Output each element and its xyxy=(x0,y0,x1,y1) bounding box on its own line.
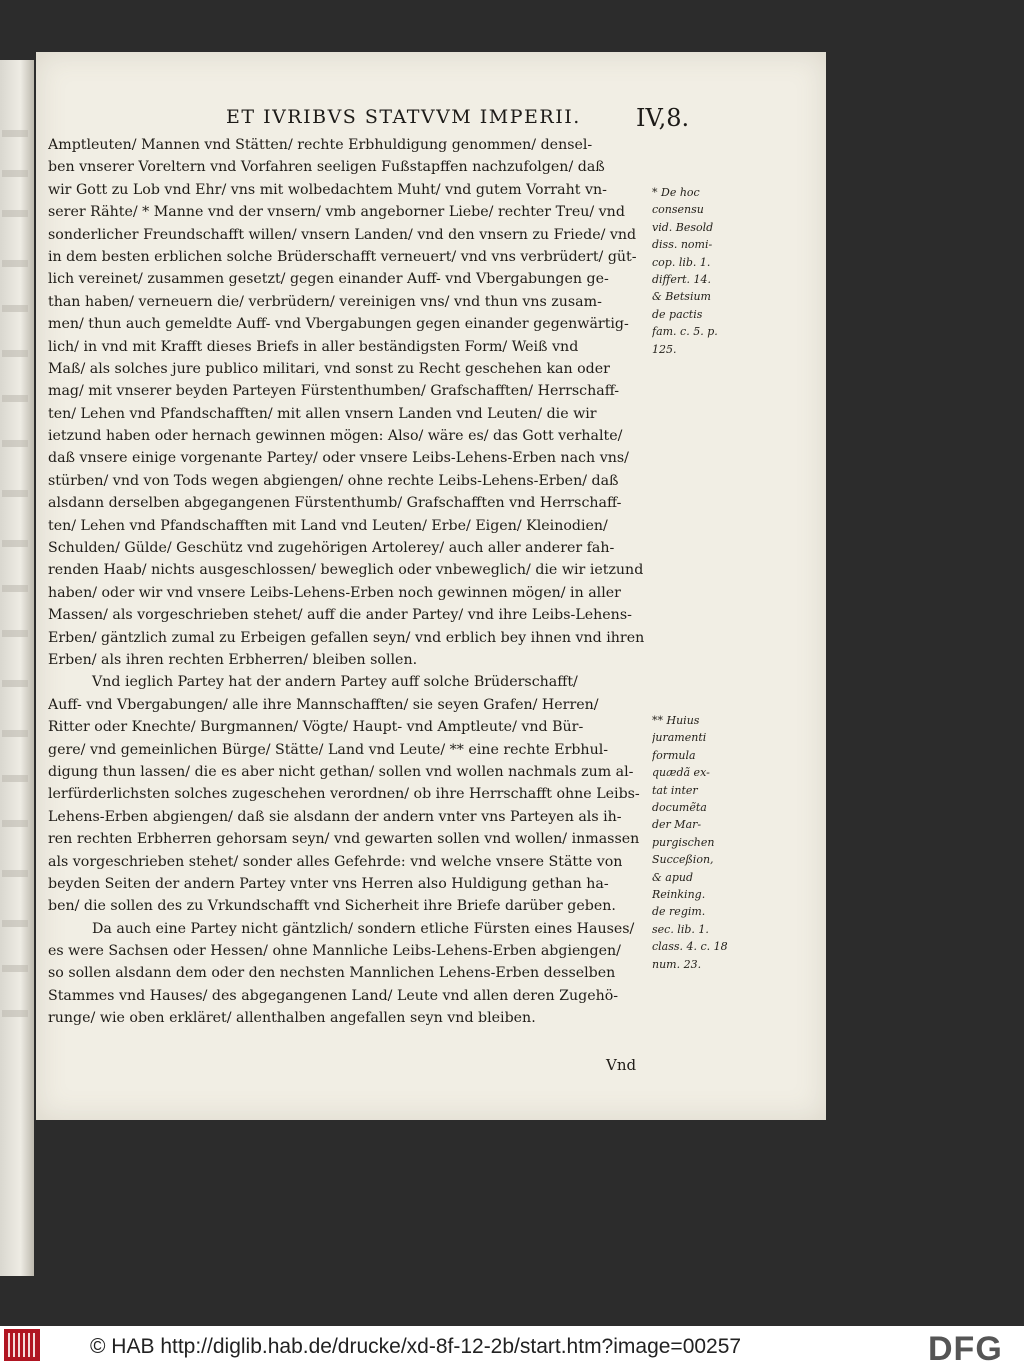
margin-note-line: class. 4. c. 18 xyxy=(652,940,728,954)
margin-note-line: 125. xyxy=(652,342,677,356)
margin-note-line: fam. c. 5. p. xyxy=(652,325,718,339)
text-line: Vnd ieglich Partey hat der andern Partey auff solche Brüderschafft/ xyxy=(92,674,578,691)
text-line: lich vereinet/ zusammen gesetzt/ gegen einander Auff- vnd Vbergabungen ge- xyxy=(48,271,609,288)
text-line: men/ thun auch gemeldte Auff- vnd Vbergabungen gegen einander gegenwärtig- xyxy=(48,316,629,333)
text-line: Ritter oder Knechte/ Burgmannen/ Vögte/ Haupt- vnd Amptleute/ vnd Bür- xyxy=(48,719,584,736)
margin-note-line: quædã ex- xyxy=(652,766,710,780)
text-line: Massen/ als vorgeschrieben stehet/ auff die ander Partey/ vnd ihre Leibs-Lehens- xyxy=(48,607,632,624)
text-line: Stammes vnd Hauses/ des abgegangenen Land/ Leute vnd allen deren Zugehö- xyxy=(48,987,619,1004)
text-line: beyden Seiten der andern Partey vnter vns Herren also Huldigung gethan ha- xyxy=(48,875,609,892)
text-line: Erben/ als ihren rechten Erbherren/ bleiben sollen. xyxy=(48,651,418,668)
text-line: ten/ Lehen vnd Pfandschafften/ mit allen vnsern Landen vnd Leuten/ die wir xyxy=(48,405,597,422)
footer-copyright-link[interactable]: © HAB http://diglib.hab.de/drucke/xd-8f-12-2b/start.htm?image=00257 xyxy=(90,1335,742,1358)
text-line: es were Sachsen oder Hessen/ ohne Mannliche Leibs-Lehens-Erben abgiengen/ xyxy=(48,943,621,960)
text-line: als vorgeschrieben stehet/ sonder alles Gefehrde: vnd welche vnsere Stätte von xyxy=(48,853,623,870)
text-line: wir Gott zu Lob vnd Ehr/ vns mit wolbedachtem Muht/ vnd gutem Vorraht vn- xyxy=(48,181,607,198)
margin-note-1 xyxy=(652,184,732,358)
margin-note-line: diss. nomi- xyxy=(652,238,713,252)
text-line: Erben/ gäntzlich zumal zu Erbeigen gefallen seyn/ vnd erblich bey ihnen vnd ihren xyxy=(48,629,645,646)
text-line: stürben/ vnd von Tods wegen abgiengen/ ohne rechte Leibs-Lehens-Erben/ daß xyxy=(48,472,619,489)
text-line: renden Haab/ nichts ausgeschlossen/ beweglich oder vnbeweglich/ die wir ietzund xyxy=(48,562,644,579)
margin-note-line: de pactis xyxy=(652,307,703,321)
margin-note-line: formula xyxy=(652,748,696,762)
text-line: Lehens-Erben abgiengen/ daß sie alsdann der andern vnter vns Parteyen als ih- xyxy=(48,808,622,825)
text-line: Maß/ als solches jure publico militari, vnd sonst zu Recht geschehen kan oder xyxy=(48,360,610,377)
text-line: runge/ wie oben erkläret/ allenthalben angefallen seyn vnd bleiben. xyxy=(48,1010,536,1027)
text-line: serer Rähte/ * Manne vnd der vnsern/ vmb angeborner Liebe/ rechter Treu/ vnd xyxy=(48,204,625,221)
text-line: ren rechten Erbherren gehorsam seyn/ vnd gewarten sollen vnd wollen/ inmassen xyxy=(48,831,640,848)
main-text xyxy=(48,134,652,1030)
margin-note-line: sec. lib. 1. xyxy=(652,922,709,936)
text-line: than haben/ verneuern die/ verbrüdern/ vereinigen vns/ vnd thun vns zusam- xyxy=(48,293,602,310)
text-line: in dem besten erblichen solche Brüderschafft verneuert/ vnd vns verbrüdert/ güt- xyxy=(48,248,637,265)
text-line: alsdann derselben abgegangenen Fürstenthumb/ Grafschafften vnd Herrschaff- xyxy=(48,495,622,512)
text-line: daß vnsere einige vorgenante Partey/ oder vnsere Leibs-Lehens-Erben nach vns/ xyxy=(48,450,629,467)
text-line: gere/ vnd gemeinlichen Bürge/ Stätte/ Land vnd Leute/ ** eine rechte Erbhul- xyxy=(48,741,609,758)
margin-note-line: cop. lib. 1. xyxy=(652,255,711,269)
margin-note-line: juramenti xyxy=(652,731,707,745)
margin-note-line: & Betsium xyxy=(652,290,711,304)
margin-note-line: der Mar- xyxy=(652,818,702,832)
hab-logo-icon xyxy=(4,1329,40,1361)
text-line: sonderlicher Freundschafft willen/ vnsern Landen/ vnd den vnsern zu Friede/ vnd xyxy=(48,226,637,243)
margin-note-line: num. 23. xyxy=(652,957,702,971)
margin-note-line: tat inter xyxy=(652,783,698,797)
text-line: ben vnserer Voreltern vnd Vorfahren seeligen Fußstapffen nachzufolgen/ daß xyxy=(48,159,605,176)
dfg-logo: DFG xyxy=(928,1330,1003,1368)
margin-note-line: ** Huius xyxy=(652,714,700,727)
text-line: Da auch eine Partey nicht gäntzlich/ sondern etliche Fürsten eines Hauses/ xyxy=(92,920,635,937)
margin-note-line: purgischen xyxy=(652,835,715,849)
text-line: Auff- vnd Vbergabungen/ alle ihre Mannschafften/ sie seyen Grafen/ Herren/ xyxy=(48,696,599,713)
previous-page-edge xyxy=(0,60,34,1276)
margin-note-2 xyxy=(652,712,732,973)
text-line: ten/ Lehen vnd Pfandschafften mit Land vnd Leuten/ Erbe/ Eigen/ Kleinodien/ xyxy=(48,517,608,534)
margin-note-line: de regim. xyxy=(652,905,706,919)
text-line: Amptleuten/ Mannen vnd Stätten/ rechte Erbhuldigung genommen/ densel- xyxy=(48,137,593,153)
margin-note-line: vid. Besold xyxy=(652,220,714,234)
text-line: mag/ mit vnserer beyden Parteyen Fürstenthumben/ Grafschafften/ Herrschaff- xyxy=(48,383,620,400)
text-line: lerfürderlichsten solches zugeschehen verordnen/ ob ihre Herrschafft ohne Leibs- xyxy=(48,786,640,803)
margin-note-line: Succeßion, xyxy=(652,853,714,867)
text-line: so sollen alsdann dem oder den nechsten Mannlichen Lehens-Erben desselben xyxy=(48,965,616,982)
text-line: haben/ oder wir vnd vnsere Leibs-Lehens-Erben noch gewinnen mögen/ in aller xyxy=(48,584,621,601)
margin-note-line: Reinking. xyxy=(652,888,706,902)
margin-note-line: consensu xyxy=(652,203,704,217)
margin-note-line: * De hoc xyxy=(652,186,700,199)
margin-note-line: differt. 14. xyxy=(652,273,712,287)
running-header: ET IVRIBVS STATVVM IMPERII. xyxy=(226,106,581,128)
book-page xyxy=(36,52,826,1120)
text-line: lich/ in vnd mit Krafft dieses Briefs in aller beständigsten Form/ Weiß vnd xyxy=(48,338,579,355)
margin-note-line: & apud xyxy=(652,870,694,884)
margin-note-line: documẽta xyxy=(652,801,707,815)
text-line: ietzund haben oder hernach gewinnen mögen: Also/ wäre es/ das Gott verhalte/ xyxy=(48,428,623,445)
text-line: ben/ die sollen des zu Vrkundschafft vnd Sicherheit ihre Briefe darüber geben. xyxy=(48,898,616,915)
catchword: Vnd xyxy=(606,1056,637,1074)
text-line: Schulden/ Gülde/ Geschütz vnd zugehörigen Artolerey/ auch aller anderer fah- xyxy=(48,540,615,557)
page-number: IV,8. xyxy=(636,104,690,132)
text-line: digung thun lassen/ die es aber nicht gethan/ sollen vnd wollen nachmals zum al- xyxy=(48,763,634,780)
